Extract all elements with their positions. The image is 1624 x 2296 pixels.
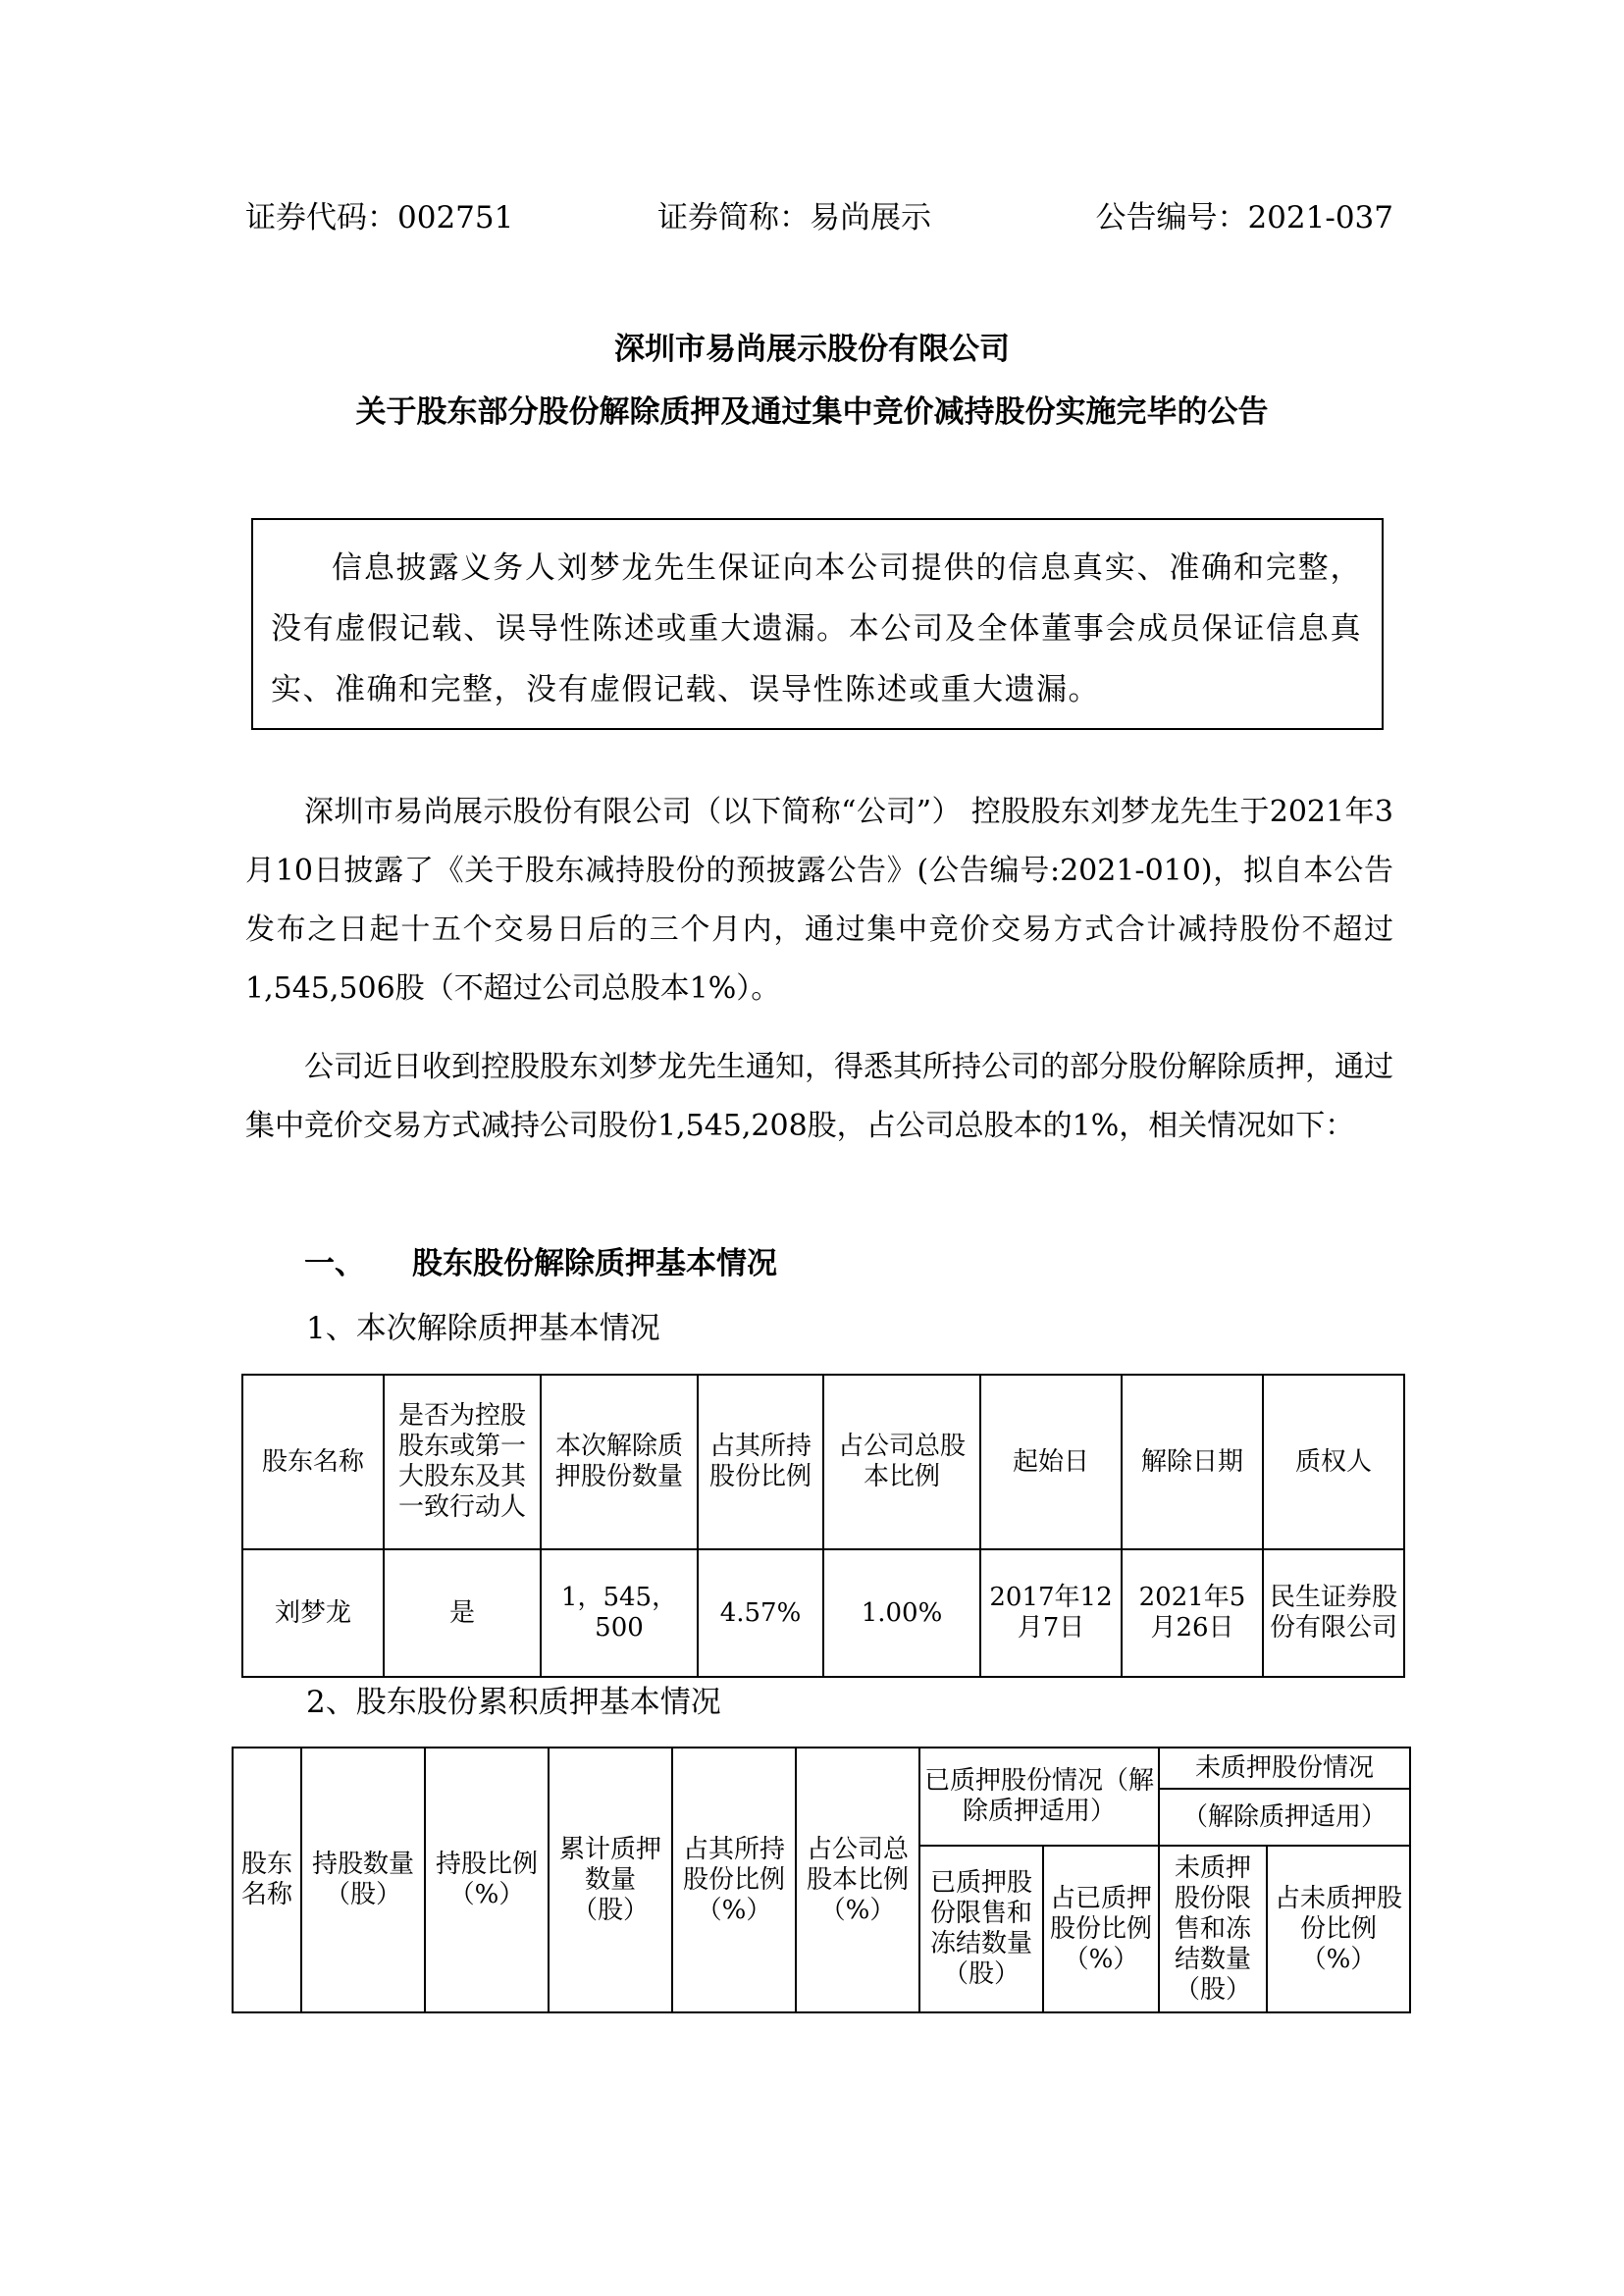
table-header-row [233, 1748, 1410, 1789]
col-group-unpledged: 未质押股份情况 [1159, 1748, 1410, 1789]
intro-paragraph: 深圳市易尚展示股份有限公司（以下简称“公司”） 控股股东刘梦龙先生于2021年3月10日披露了《关于股东减持股份的预披露公告》(公告编号:2021-010)，拟自本公告发布之日起十五个交易日后的三个月内，通过集中竞价交易方式合计减持股份不超过1,545,506股（不超过公司总股本1%）。 [245, 795, 1393, 1006]
col-header: 质权人 [1263, 1375, 1404, 1549]
announcement-title: 关于股东部分股份解除质押及通过集中竞价减持股份实施完毕的公告 [355, 394, 1269, 430]
col-header-pledged-limited: 已质押股份限售和冻结数量（股） [919, 1846, 1043, 2012]
subheading-2: 2、股东股份累积质押基本情况 [306, 1685, 721, 1720]
release-pledge-table [241, 1374, 1405, 1678]
stock-short-name: 证券简称：易尚展示 [657, 200, 931, 235]
col-header: 占其所持股份比例 [698, 1375, 823, 1549]
table-header-row [242, 1375, 1404, 1549]
cell-is-controlling: 是 [384, 1549, 541, 1677]
cell-shareholder: 刘梦龙 [242, 1549, 384, 1677]
cell-release-quantity: 1，545，500 [541, 1549, 698, 1677]
section-title: 股东股份解除质押基本情况 [412, 1246, 777, 1281]
cell-pledgee: 民生证券股份有限公司 [1263, 1549, 1404, 1677]
col-header: 解除日期 [1122, 1375, 1263, 1549]
col-header-ratio: 持股比例（%） [425, 1748, 549, 2012]
notification-paragraph: 公司近日收到控股股东刘梦龙先生通知，得悉其所持公司的部分股份解除质押，通过集中竞价交易方式减持公司股份1,545,208股，占公司总股本的1%，相关情况如下： [245, 1050, 1393, 1143]
cell-release-date: 2021年5月26日 [1122, 1549, 1263, 1677]
section-number: 一、 [304, 1246, 365, 1281]
stock-code: 证券代码：002751 [245, 200, 514, 235]
col-header-pledged: 累计质押数量（股） [549, 1748, 672, 2012]
cumulative-pledge-table [232, 1747, 1411, 2013]
col-header-own-ratio: 占其所持股份比例（%） [672, 1748, 796, 2012]
col-header: 股东名称 [242, 1375, 384, 1549]
col-header: 占公司总股本比例 [823, 1375, 980, 1549]
col-group-unpledged-sub: （解除质押适用） [1159, 1789, 1410, 1846]
col-header-shares: 持股数量（股） [301, 1748, 425, 2012]
company-title: 深圳市易尚展示股份有限公司 [614, 332, 1010, 367]
col-header-pledged-pct: 占已质押股份比例（%） [1043, 1846, 1159, 2012]
disclosure-statement-box: 信息披露义务人刘梦龙先生保证向本公司提供的信息真实、准确和完整，没有虚假记载、误导性陈述或重大遗漏。本公司及全体董事会成员保证信息真实、准确和完整，没有虚假记载、误导性陈述或重大遗漏。 [251, 518, 1384, 730]
cell-total-ratio: 1.00% [823, 1549, 980, 1677]
table-row [242, 1549, 1404, 1677]
notice-number: 公告编号：2021-037 [1095, 200, 1393, 235]
section-heading-1 [304, 1244, 777, 1283]
col-group-pledged: 已质押股份情况（解除质押适用） [919, 1748, 1159, 1846]
col-header: 起始日 [980, 1375, 1122, 1549]
cell-start-date: 2017年12月7日 [980, 1549, 1122, 1677]
col-header-name: 股东名称 [233, 1748, 301, 2012]
subheading-1: 1、本次解除质押基本情况 [306, 1311, 660, 1346]
col-header-unpledged-pct: 占未质押股份比例（%） [1267, 1846, 1410, 2012]
cell-own-ratio: 4.57% [698, 1549, 823, 1677]
col-header: 本次解除质押股份数量 [541, 1375, 698, 1549]
col-header: 是否为控股股东或第一大股东及其一致行动人 [384, 1375, 541, 1549]
col-header-unpledged-limited: 未质押股份限售和冻结数量（股） [1159, 1846, 1267, 2012]
col-header-total-ratio: 占公司总股本比例（%） [796, 1748, 919, 2012]
